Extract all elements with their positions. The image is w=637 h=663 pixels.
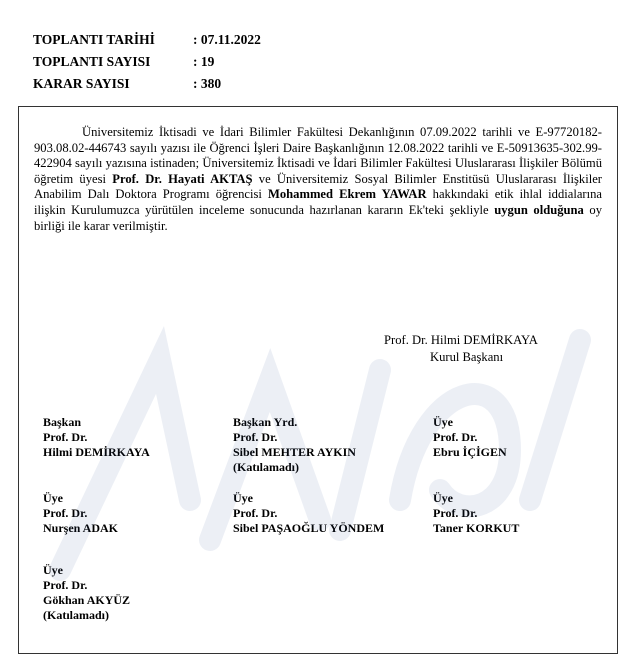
member-role: Üye xyxy=(233,491,253,505)
member-name: Taner KORKUT xyxy=(433,521,520,535)
decision-text-part3: hakkındaki etik ihlal iddialarına ilişkin Kurulumuzca yürütülen inceleme sonucunda hazırlanan kararın Ek'teki şekliyle xyxy=(34,187,602,217)
member-name: Nurşen ADAK xyxy=(43,521,119,535)
person-yawar: Mohammed Ekrem YAWAR xyxy=(267,187,427,202)
meeting-number-label: TOPLANTI SAYISI xyxy=(33,54,151,69)
decision-text-part1: Üniversitemiz İktisadi ve İdari Bilimler Fakültesi Dekanlığının 07.09.2022 tarihli ve E-97720182-903.08.02-446743 sayılı yazısı ile Öğrenci İşleri Daire Başkanlığının 12.08.2022 tarihli ve E-50913635-302.99-422904 sayılı yazısına istinaden; Üniversitemiz İktisadi ve İdari Bilimler Fakültesi Uluslararası İlişkiler Bölümü öğretim üyesi xyxy=(34,125,602,186)
member-6 xyxy=(433,491,519,536)
chair-title: Kurul Başkanı xyxy=(430,350,504,364)
member-name: Sibel MEHTER AYKIN xyxy=(233,445,356,459)
member-title: Prof. Dr. xyxy=(233,506,278,520)
member-role: Başkan xyxy=(43,415,82,429)
member-title: Prof. Dr. xyxy=(433,430,478,444)
decision-frame xyxy=(18,106,618,654)
meeting-number-row xyxy=(33,51,261,73)
member-role: Üye xyxy=(433,491,453,505)
verdict-text: uygun olduğuna xyxy=(494,202,584,217)
member-title: Prof. Dr. xyxy=(43,430,88,444)
decision-number-row xyxy=(33,73,261,95)
chair-name: Prof. Dr. Hilmi DEMİRKAYA xyxy=(384,333,538,347)
member-5 xyxy=(233,491,384,536)
member-role: Başkan Yrd. xyxy=(233,415,298,429)
member-name: Ebru İÇİGEN xyxy=(433,445,507,459)
member-1 xyxy=(43,415,150,460)
member-3 xyxy=(433,415,507,460)
member-name: Hilmi DEMİRKAYA xyxy=(43,445,150,459)
meeting-date-row xyxy=(33,29,261,51)
meeting-date-value: : 07.11.2022 xyxy=(193,32,261,47)
member-role: Üye xyxy=(433,415,453,429)
member-2 xyxy=(233,415,356,475)
decision-text-part4: oy birliği ile karar verilmiştir. xyxy=(34,202,602,233)
member-title: Prof. Dr. xyxy=(43,578,88,592)
meeting-number-value: : 19 xyxy=(193,54,215,69)
decision-number-value: : 380 xyxy=(193,76,222,91)
member-absence-note: (Katılamadı) xyxy=(43,608,109,622)
decision-text-part2: ve Üniversitemiz Sosyal Bilimler Enstitüsü Uluslararası İlişkiler Anabilim Dalı Doktora Programı öğrencisi xyxy=(34,171,602,202)
chair-signature xyxy=(384,332,538,366)
member-name: Sibel PAŞAOĞLU YÖNDEM xyxy=(233,521,385,535)
member-title: Prof. Dr. xyxy=(433,506,478,520)
member-name: Gökhan AKYÜZ xyxy=(43,593,131,607)
member-absence-note: (Katılamadı) xyxy=(233,460,299,474)
decision-number-label: KARAR SAYISI xyxy=(33,76,130,91)
member-title: Prof. Dr. xyxy=(233,430,278,444)
member-4 xyxy=(43,491,118,536)
member-7 xyxy=(43,563,130,623)
member-role: Üye xyxy=(43,563,63,577)
meeting-date-label: TOPLANTI TARİHİ xyxy=(33,32,155,47)
meeting-info xyxy=(33,29,261,95)
member-title: Prof. Dr. xyxy=(43,506,88,520)
person-aktas: Prof. Dr. Hayati AKTAŞ xyxy=(112,171,253,186)
member-role: Üye xyxy=(43,491,63,505)
decision-text xyxy=(34,125,602,234)
